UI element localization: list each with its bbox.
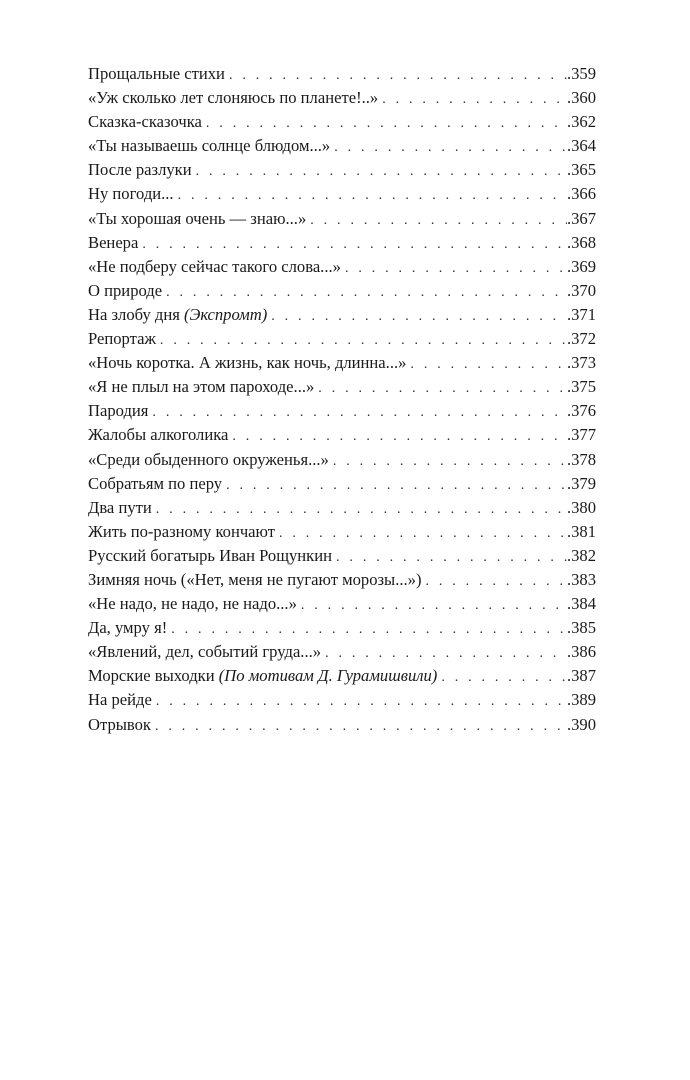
toc-entry-page-number: .360 [566,88,596,108]
toc-entry-title-text: Жалобы алкоголика [88,425,229,445]
toc-entry-page-number: .383 [566,569,596,589]
dot-leader [336,546,567,570]
toc-entry-page-number: .373 [566,353,596,373]
dot-leader [229,64,567,88]
toc-entry-page-number: .382 [566,545,596,565]
toc-entry-title-text: Зимняя ночь («Нет, меня не пугают морозы...») [88,569,422,589]
toc-entry [88,664,596,688]
toc-entry-page-number: .368 [566,232,596,252]
toc-entry-title [88,303,271,327]
dot-leader [226,474,567,498]
toc-entry-title-text: Да, умру я! [88,618,168,638]
toc-entry-title-text: Ну погоди... [88,184,174,204]
toc-entry [88,616,596,640]
dot-leader [171,618,567,642]
toc-entry-page-number: .365 [566,160,596,180]
toc-entry-page-number: .380 [566,497,596,517]
toc-entry [88,327,596,351]
toc-entry [88,423,596,447]
dot-leader [206,112,567,136]
toc-entry-page-number: .372 [566,329,596,349]
toc-entry [88,207,596,231]
dot-leader [156,498,567,522]
toc-entry [88,375,596,399]
toc-entry [88,303,596,327]
toc-entry-page-number: .366 [566,184,596,204]
toc-entry-title-text: «Ты называешь солнце блюдом...» [88,136,331,156]
dot-leader [345,257,567,281]
toc-entry-title-text: Собратьям по перу [88,473,223,493]
toc-entry-title [88,375,318,399]
dot-leader [178,184,567,208]
dot-leader [318,377,567,401]
toc-entry-page-number: .376 [566,401,596,421]
toc-entry-page-number: .384 [566,594,596,614]
toc-entry [88,158,596,182]
toc-entry-title [88,423,232,447]
toc-entry-title [88,448,333,472]
dot-leader [310,209,567,233]
toc-entry-title [88,399,152,423]
toc-entry-title-text: «Не подберу сейчас такого слова...» [88,256,341,276]
table-of-contents [88,62,596,737]
dot-leader [425,570,566,594]
toc-entry-title-text: «Не надо, не надо, не надо...» [88,594,297,614]
dot-leader [196,160,567,184]
toc-entry [88,110,596,134]
toc-entry-page-number: .367 [566,208,596,228]
toc-entry-subtitle: (По мотивам Д. Гурамишвили) [218,666,438,686]
toc-entry-page-number: .371 [566,304,596,324]
dot-leader [441,666,567,690]
toc-entry-title [88,664,441,688]
toc-entry-title [88,158,196,182]
toc-entry [88,472,596,496]
toc-entry-title [88,62,229,86]
toc-entry-title-text: «Ты хорошая очень — знаю...» [88,208,307,228]
toc-entry [88,399,596,423]
toc-entry-page-number: .381 [566,521,596,541]
toc-entry-title-text: «Я не плыл на этом пароходе...» [88,377,315,397]
toc-entry-title-text: На злобу дня [88,304,180,324]
toc-entry-title [88,496,156,520]
dot-leader [334,136,567,160]
toc-entry-subtitle: (Экспромт) [184,304,268,324]
toc-entry-page-number: .359 [566,64,596,83]
toc-entry-page-number: .362 [566,112,596,132]
dot-leader [232,425,567,449]
toc-entry-title-text: Пародия [88,401,149,421]
toc-entry [88,568,596,592]
toc-entry-title-text: О природе [88,280,163,300]
toc-entry-title [88,255,345,279]
toc-entry [88,448,596,472]
toc-entry [88,182,596,206]
dot-leader [152,401,567,425]
toc-entry [88,496,596,520]
toc-entry-page-number: .385 [566,618,596,638]
toc-entry-title-text: «Ночь коротка. А жизнь, как ночь, длинна...» [88,353,407,373]
toc-entry-title-text: Отрывок [88,714,151,734]
toc-entry-title [88,207,310,231]
toc-entry [88,231,596,255]
toc-entry [88,134,596,158]
toc-entry-title-text: «Уж сколько лет слоняюсь по планете!..» [88,88,379,108]
toc-entry-title [88,520,279,544]
toc-entry-title [88,279,166,303]
toc-entry-title-text: После разлуки [88,160,192,180]
toc-entry-title [88,640,325,664]
toc-entry-title [88,86,382,110]
toc-entry-title [88,231,142,255]
toc-entry [88,640,596,664]
toc-entry-page-number: .387 [566,666,596,686]
toc-entry-title [88,351,410,375]
toc-entry-title-text: «Явлений, дел, событий груда...» [88,642,322,662]
dot-leader [155,715,567,739]
toc-entry-title-text: Венера [88,232,139,252]
toc-entry-title-text: «Среди обыденного окруженья...» [88,449,329,469]
toc-entry-title-text: Морские выходки [88,666,215,686]
toc-entry [88,592,596,616]
toc-entry-page-number: .378 [566,449,596,469]
dot-leader [382,88,567,112]
toc-entry [88,279,596,303]
toc-entry-title [88,713,155,737]
toc-entry [88,520,596,544]
toc-entry-title [88,472,226,496]
toc-entry-page-number: .386 [566,642,596,662]
toc-entry-page-number: .369 [566,256,596,276]
toc-entry-title [88,616,171,640]
toc-entry-page-number: .364 [566,136,596,156]
toc-entry-page-number: .377 [566,425,596,445]
toc-entry [88,688,596,712]
dot-leader [279,522,567,546]
dot-leader [271,305,567,329]
toc-entry [88,351,596,375]
dot-leader [160,329,567,353]
toc-entry-title [88,568,425,592]
toc-entry-title-text: Два пути [88,497,152,517]
toc-entry-title [88,110,206,134]
toc-entry-title [88,544,336,568]
dot-leader [410,353,567,377]
dot-leader [333,450,567,474]
toc-entry [88,62,596,86]
toc-entry-page-number: .370 [566,280,596,300]
toc-entry [88,255,596,279]
dot-leader [166,281,567,305]
toc-entry-title-text: На рейде [88,690,152,710]
toc-entry-title [88,327,160,351]
toc-entry-page-number: .389 [566,690,596,710]
toc-entry-title-text: Прощальные стихи [88,64,225,83]
toc-entry-title [88,182,178,206]
toc-entry-title [88,592,301,616]
toc-entry [88,86,596,110]
dot-leader [142,233,567,257]
toc-entry-title-text: Жить по-разному кончают [88,521,275,541]
toc-entry [88,713,596,737]
toc-entry-title-text: Репортаж [88,329,156,349]
toc-entry-title-text: Сказка-сказочка [88,112,202,132]
toc-entry-title-text: Русский богатырь Иван Рощункин [88,545,333,565]
toc-entry [88,544,596,568]
dot-leader [301,594,567,618]
dot-leader [156,690,567,714]
toc-entry-title [88,134,334,158]
toc-entry-page-number: .390 [566,714,596,734]
dot-leader [325,642,567,666]
toc-entry-title [88,688,156,712]
toc-entry-page-number: .379 [566,473,596,493]
toc-entry-page-number: .375 [566,377,596,397]
